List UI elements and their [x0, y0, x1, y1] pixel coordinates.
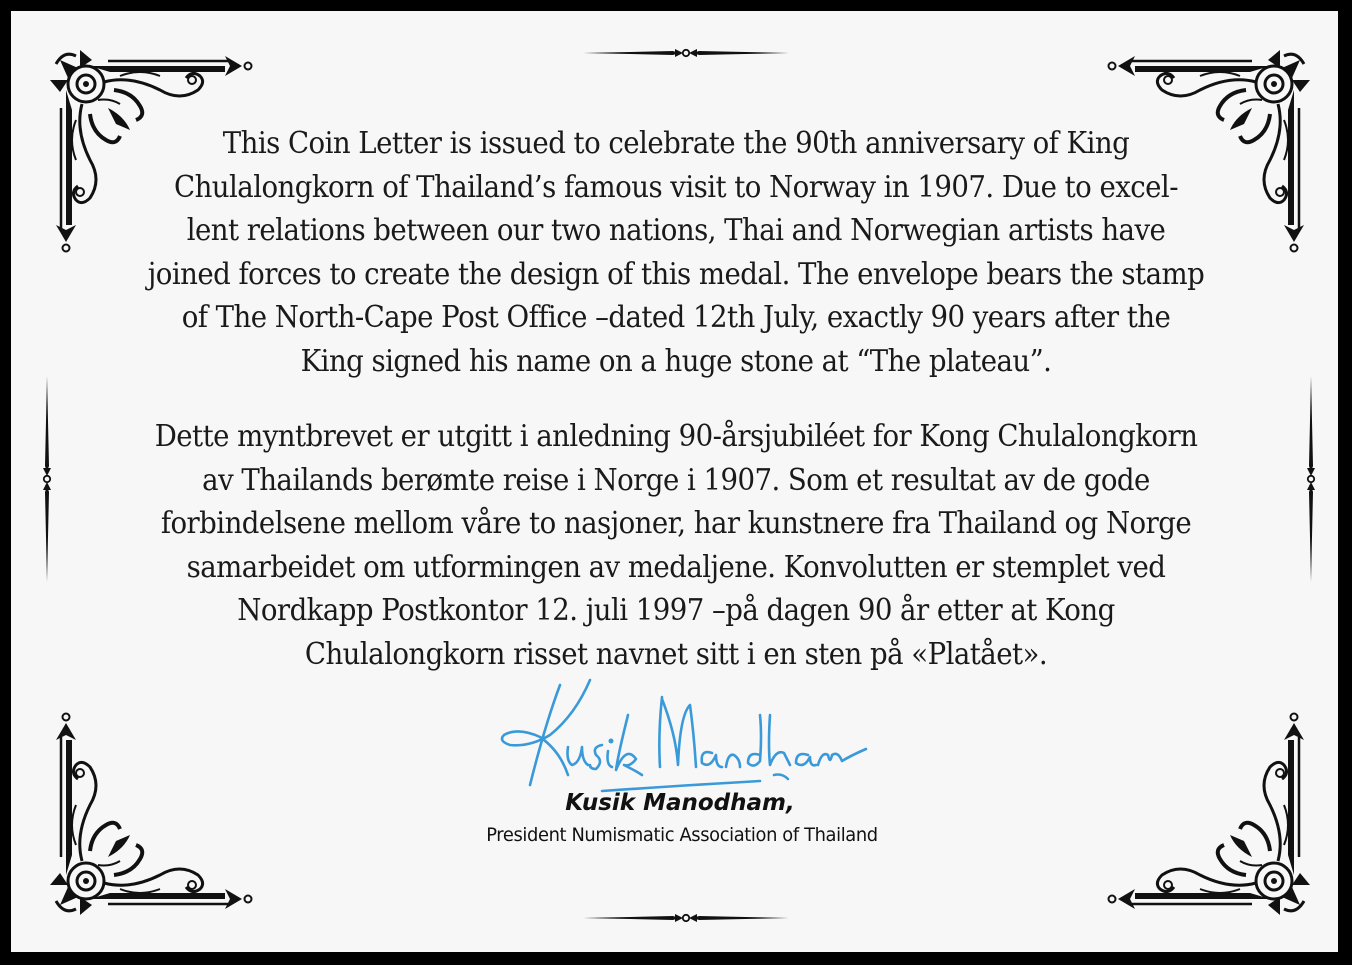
text-line: King signed his name on a huge stone at “The plateau”. [300, 343, 1052, 379]
text-line: joined forces to create the design of this medal. The envelope bears the stamp [147, 256, 1205, 292]
text-line: samarbeidet om utformingen av medaljene. Konvolutten er stemplet ved [186, 549, 1166, 585]
divider-top [583, 48, 789, 58]
text-line: Dette myntbrevet er utgitt i anledning 90-årsjubiléet for Kong Chulalongkorn [154, 419, 1198, 454]
text-line: of The North-Cape Post Office –dated 12th July, exactly 90 years after the [181, 300, 1171, 335]
text-line: av Thailands berømte reise i Norge i 1907. Som et resultat av de gode [202, 462, 1150, 498]
text-line: forbindelsene mellom våre to nasjoner, har kunstnere fra Thailand og Norge [160, 506, 1192, 541]
divider-right [1306, 376, 1316, 582]
handwritten-signature [490, 675, 880, 795]
text-line: Nordkapp Postkontor 12. juli 1997 –på dagen 90 år etter at Kong [237, 593, 1115, 628]
english-paragraph [54, 122, 1298, 383]
signatory-title: President Numismatic Association of Thailand [486, 824, 878, 846]
divider-left [42, 376, 52, 582]
text-line: Chulalongkorn of Thailand’s famous visit to Norway in 1907. Due to excel- [174, 169, 1178, 205]
text-line: lent relations between our two nations, Thai and Norwegian artists have [186, 213, 1166, 248]
text-line: Chulalongkorn risset navnet sitt i en sten på «Platået». [304, 636, 1048, 672]
signatory-name: Kusik Manodham, [565, 790, 795, 816]
text-line: This Coin Letter is issued to celebrate the 90th anniversary of King [222, 126, 1130, 161]
norwegian-paragraph [54, 415, 1298, 676]
divider-bottom [583, 913, 789, 923]
